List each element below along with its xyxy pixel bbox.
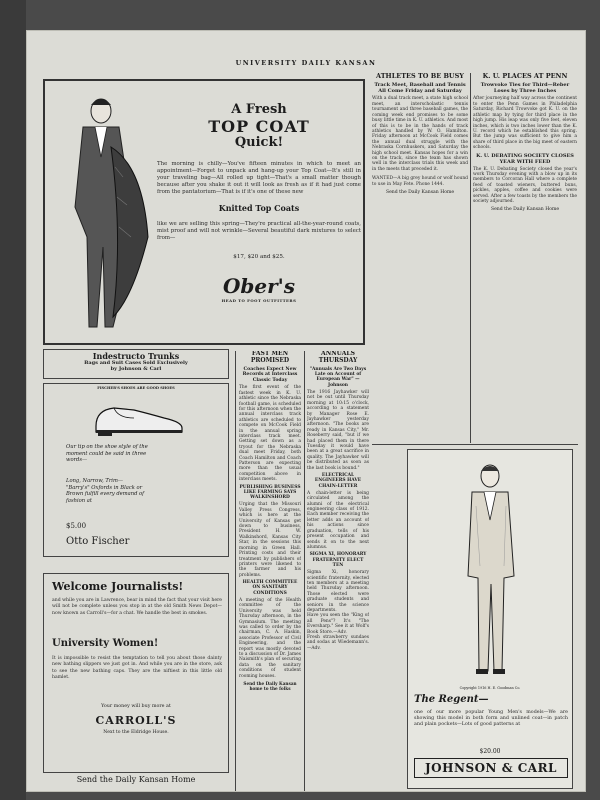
obers-ad bbox=[43, 79, 365, 345]
masthead: UNIVERSITY DAILY KANSAN bbox=[235, 59, 377, 67]
athletes-send-home: Send the Daily Kansan Home bbox=[385, 189, 455, 195]
regent-price: $20.00 bbox=[479, 748, 501, 755]
journalists-title: Welcome Journalists! bbox=[52, 580, 184, 593]
fischer-style: Long, Narrow, Trim— "Barry's" Oxfords in Black or Brown fulfill every demand of fashion at bbox=[66, 478, 145, 504]
indestructo-sub-2: by Johnson & Carl bbox=[110, 365, 162, 372]
obers-logo: Ober's bbox=[222, 274, 296, 299]
obers-headline-3: Quick! bbox=[234, 135, 284, 151]
obers-headline-1: A Fresh bbox=[231, 103, 287, 117]
chain-letter-subhead: ELECTRICAL ENGINEERS HAVE CHAIN-LETTER bbox=[314, 473, 362, 489]
regent-title: The Regent— bbox=[414, 694, 489, 705]
fischer-ad bbox=[43, 383, 229, 557]
university-women-title: University Women! bbox=[52, 638, 159, 649]
annuals-title: ANNUALS THURSDAY bbox=[318, 351, 358, 364]
fischer-copy: Our tip on the shoe style of the moment could be said in three words— bbox=[66, 444, 148, 464]
university-women-body: It is impossible to resist the temptation to tell you about those dainty new bathing slippers we just got in. And while you are in the store, ask to see the new bathing caps. They are the niftiest in this little old hamlet. bbox=[52, 656, 222, 681]
carrolls-name: CARROLL'S bbox=[95, 714, 177, 727]
eversharp-notice: Have you seen the "King of all Pens"? It's "The Eversharp." See it at Wolf's Book Store.—Adv. bbox=[307, 613, 369, 635]
fischer-price: $5.00 bbox=[66, 522, 87, 530]
regent-artist-credit: Copyright 1916 H. E. Goodman Co. bbox=[459, 686, 521, 690]
column-rule bbox=[235, 351, 236, 791]
obers-subhead: Knitted Top Coats bbox=[218, 203, 300, 214]
regent-body: one of our more popular Young Men's models—We are showing this model in both form and unlined coat—in patch and plain pockets—Lots of good patterns at bbox=[414, 710, 568, 727]
journalists-body: and while you are in Lawrence, bear in mind the fact that your visit here will not be complete unless you stop in at the old Smith News Depot—now known as Carroll's—for a chat. We handle the best in smokes. bbox=[52, 598, 222, 616]
obers-headline-2: TOP COAT bbox=[208, 116, 310, 136]
athletes-article bbox=[372, 73, 468, 441]
scan-margin bbox=[0, 0, 26, 800]
fast-men-send-home: Send the Daily Kansan home to the folks bbox=[243, 681, 297, 692]
obers-prices: $17, $20 and $25. bbox=[233, 254, 285, 261]
athletes-title: ATHLETES TO BE BUSY bbox=[376, 73, 464, 80]
fischer-tagline: FISCHER'S SHOES ARE GOOD SHOES bbox=[97, 386, 175, 390]
newspaper-page bbox=[26, 30, 586, 792]
regent-ad bbox=[407, 449, 573, 789]
annuals-subhead: "Annuals Are Two Days Late on Account of European War" —Johnson bbox=[309, 366, 367, 388]
horizontal-rule bbox=[372, 444, 578, 445]
penn-article bbox=[473, 73, 577, 441]
regent-logo: JOHNSON & CARL bbox=[414, 758, 568, 778]
strawberry-notice: Fresh strawberry sundaes and sodas at Wiedemann's.—Adv. bbox=[307, 635, 369, 651]
carrolls-money: Your money will buy more at bbox=[101, 704, 171, 709]
fast-men-article bbox=[239, 351, 301, 791]
man-in-suit-illustration bbox=[446, 456, 536, 686]
athletes-body: With a dual track meet, a state high school meet, an interscholastic tennis tournament and three baseball games, the coming week end promises to be some busy little time in K. U. athletics. And most of this is to be in the hands of track athletics handled by W. O. Hamilton. Friday afternoon at McCook Field comes the annual dual struggle with the Nebraska Cornhuskers, and Saturday the high school meet. Kansas hopes for a win on the track, since the team has shown well in the interclass trials this week and in the meets that preceded it. bbox=[372, 96, 468, 172]
fischer-name: Otto Fischer bbox=[66, 536, 130, 547]
fast-men-body: The first event of the fastest week in K. U. athletic since the Nebraska football game, is scheduled for this afternoon when the annual interclass track athletics are scheduled to compete on McCook Field in the annual spring interclass track meet. Getting set down as a tryout for the Nebraska dual meet Friday, both Coach Hamilton and Coach Patterson are expecting more than the usual competition above in interclass meets. bbox=[239, 385, 301, 483]
carrolls-location: Next to the Eldridge House. bbox=[103, 730, 169, 735]
obers-logo-sub: HEAD TO FOOT OUTFITTERS bbox=[221, 298, 297, 304]
publishing-body: Urging that the Missouri Valley Press Congress, which is here at the University of Kansas get down to business, President H. W. Walkinshord, Kansas City Star, in the sessions this morning in Green Hall. Printing costs and their treatment by publishers of printers were likened to the farmer and his problems. bbox=[239, 502, 301, 578]
man-in-coat-illustration bbox=[53, 87, 153, 337]
column-rule bbox=[304, 351, 305, 791]
penn-body-2: The K. U. Debating Society closed the year's work Thursday evening with a blow up in its members to Corcoran Hall where a complete feed of toasted wieners, buttered buns, pickles, apples, coffee and cookies were served. After a few toasts by the members the society adjourned. bbox=[473, 166, 577, 204]
penn-send-home: Send the Daily Kansan Home bbox=[490, 207, 560, 213]
annuals-body: The 1916 Jayhawker will not be out until Thursday morning at 10:15 o'clock, according to a statement by Manager Rose E. Jayhawker yesterday afternoon. "The books are ready in Kansas City," Mr. Roseberry said, "but if we had placed them in there Tuesday it would have been at a great sacrifice in quality. The Jayhawker will be distributed as soon as the last book is bound." bbox=[307, 389, 369, 471]
penn-title: K. U. PLACES AT PENN bbox=[482, 73, 568, 80]
annuals-article bbox=[307, 351, 369, 791]
oxford-shoe-illustration bbox=[90, 400, 186, 436]
send-kansan-home-banner: Send the Daily Kansan Home bbox=[76, 775, 196, 784]
column-rule bbox=[470, 73, 471, 443]
indestructo-ad bbox=[43, 349, 229, 379]
health-committee-subhead: HEALTH COMMITTEE ON SANITARY CONDITIONS bbox=[242, 580, 298, 596]
indestructo-sub-1: Bags and Suit Cases Sold Exclusively bbox=[84, 360, 188, 367]
sigma-xi-body: Sigma Xi, honorary scientific fraternity, elected ten members at a meeting held Thursday afternoon. Those elected were graduate students and seniors in the science departments. bbox=[307, 570, 369, 613]
athletes-wanted: WANTED—A big grey hound or wolf hound to use in May Fete. Phone 1444. bbox=[372, 176, 468, 187]
penn-body: After journeying half way across the continent to enter the Penn Games in Philadelphia Saturday, Richard Trowvoke got K. U. on the athletic map by tying for third place in the high jump. His leap was only five feet, eleven inches, which is two inches lower than the K. U. record which he established this spring. But the jump was sufficient to give him a share of third place in the big meet of eastern schools. bbox=[473, 96, 577, 151]
chain-letter-body: A chain-letter is being circulated among the alumni of the electrical engineering class of 1912. Each member receiving the letter adds an account of his actions since graduation, tells of his present occupation and sends it on to the next alumnus. bbox=[307, 490, 369, 550]
fast-men-title: FAST MEN PROMISED bbox=[250, 351, 290, 364]
publishing-subhead: PUBLISHING BUSINESS LIKE FARMING SAYS WALKINSHORD bbox=[239, 484, 301, 501]
indestructo-title: Indestructo Trunks bbox=[92, 351, 180, 361]
obers-body-2: like we are selling this spring—They're practical all-the-year-round coats, mist proof and will not wrinkle—Several beautiful dark mixtures to select from— bbox=[157, 221, 361, 242]
athletes-subhead: Track Meet, Baseball and Tennis All Come Friday and Saturday bbox=[374, 82, 466, 95]
penn-subhead-2: K. U. DEBATING SOCIETY CLOSES YEAR WITH FEED bbox=[476, 152, 574, 165]
health-committee-body: A meeting of the Health committee of the University was held Thursday afternoon, in the Gymnasium. The meeting was called to order by the chairman, C. A. Haskin, associate Professor of Civil Engineering, and the report was mostly devoted to a discussion of Dr. James Naismith's plan of securing data on the sanitary conditions of student rooming houses. bbox=[239, 597, 301, 679]
penn-subhead: Trowvoke Ties for Third—Reber Loses by Three Inches bbox=[480, 82, 570, 95]
fast-men-subhead: Coaches Expect New Records at Interclass Classic Today bbox=[242, 366, 298, 383]
sigma-xi-subhead: SIGMA XI, HONORARY FRATERNITY ELECT TEN bbox=[309, 552, 367, 568]
carrolls-ad bbox=[43, 573, 229, 773]
obers-body: The morning is chilly—You've fifteen minutes in which to meet an appointment—Forget to unpack and hang-up your Top Coat—It's still in your traveling bag—All rolled up tight—That's a small matter though because after you shake it out it will look as fresh as if it had just come from the pantatorium—That is if it's one of these new bbox=[157, 161, 361, 196]
